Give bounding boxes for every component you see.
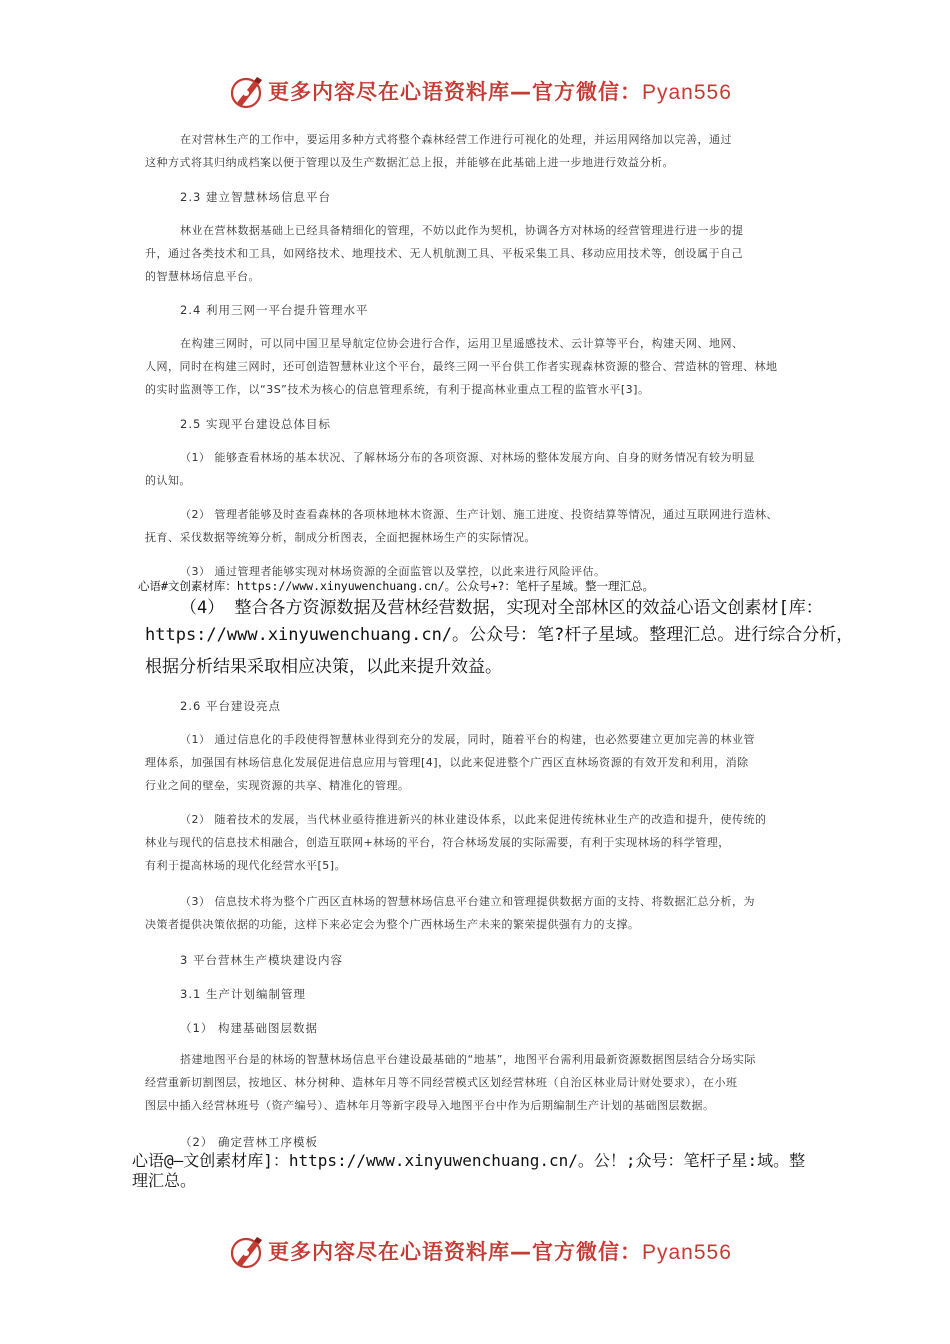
section-heading-3-1: 3.1 生产计划编制管理 [180, 987, 306, 1001]
large-paragraph-line: https://www.xinyuwenchuang.cn/。公众号：笔?杆子星域。整理汇总。进行综合分析， [145, 625, 854, 645]
large-paragraph-line: 根据分析结果采取相应决策，以此来提升效益。 [145, 657, 502, 677]
watermark-line: 心语@—文创素材库]：https://www.xinyuwenchuang.cn/。公！;众号：笔杆子星:域。整 [132, 1151, 806, 1170]
watermark-line: 理汇总。 [132, 1171, 197, 1190]
subsection-heading-3-1-1: （1） 构建基础图层数据 [180, 1021, 318, 1035]
paragraph-line: 这种方式将其归纳成档案以便于管理以及生产数据汇总上报，并能够在此基础上进一步地进行效益分析。 [145, 156, 674, 169]
paragraph-line: 林业在营林数据基础上已经具备精细化的管理，不妨以此作为契机，协调各方对林场的经营管理进行进一步的提 [180, 224, 744, 237]
section-heading-2-5: 2.5 实现平台建设总体目标 [180, 417, 331, 431]
paragraph-line: 理体系，加强国有林场信息化发展促进信息应用与管理[4]，以此来促进整个广西区直林场资源的有效开发和利用，消除 [145, 756, 749, 769]
paragraph-line: 人网，同时在构建三网时，还可创造智慧林业这个平台，最终三网一平台供工作者实现森林资源的整合、营造林的管理、林地 [145, 360, 778, 373]
footer-banner [0, 1232, 950, 1272]
paragraph-line: （1） 能够查看林场的基本状况、了解林场分布的各项资源、对林场的整体发展方向、自身的财务情况有较为明显 [180, 451, 755, 464]
paragraph-line: 搭建地图平台是的林场的智慧林场信息平台建设最基础的“地基”，地图平台需利用最新资源数据图层结合分场实际 [180, 1053, 756, 1066]
paragraph-line: 升，通过各类技术和工具，如网络技术、地理技术、无人机航测工具、平板采集工具、移动应用技术等，创设属于自己 [145, 247, 743, 260]
banner-text: 更多内容尽在心语资料库—官方微信：Pyan556 [268, 80, 732, 104]
paragraph-line: （3） 信息技术将为整个广西区直林场的智慧林场信息平台建立和管理提供数据方面的支持、将数据汇总分析，为 [180, 895, 755, 908]
subsection-heading-3-1-2: （2） 确定营林工序模板 [180, 1135, 318, 1149]
banner-text: 更多内容尽在心语资料库—官方微信：Pyan556 [268, 1240, 732, 1264]
paragraph-line: 林业与现代的信息技术相融合，创造互联网+林场的平台，符合林场发展的实际需要，有利于实现林场的科学管理， [145, 836, 730, 849]
paragraph-line: 的智慧林场信息平台。 [145, 270, 260, 283]
paragraph-line: 经营重新切割图层，按地区、林分树种、造林年月等不同经营模式区划经营林班（自治区林业局计财处要求），在小班 [145, 1076, 738, 1089]
pen-circle-logo-icon [228, 1232, 268, 1272]
section-heading-2-3: 2.3 建立智慧林场信息平台 [180, 190, 331, 204]
paragraph-line: （3） 通过管理者能够实现对林场资源的全面监管以及掌控，以此来进行风险评估。 [180, 565, 606, 578]
header-banner [0, 72, 950, 112]
pen-circle-logo-icon [228, 72, 268, 112]
paragraph-line: （2） 管理者能够及时查看森林的各项林地林木资源、生产计划、施工进度、投资结算等情况，通过互联网进行造林、 [180, 508, 778, 521]
paragraph-line: 决策者提供决策依据的功能，这样下来必定会为整个广西林场生产未来的繁荣提供强有力的支撑。 [145, 918, 640, 931]
paragraph-line: 图层中插入经营林班号（资产编号）、造林年月等新字段导入地图平台中作为后期编制生产计划的基础图层数据。 [145, 1099, 715, 1112]
paragraph-line: （2） 随着技术的发展，当代林业亟待推进新兴的林业建设体系，以此来促进传统林业生产的改造和提升，使传统的 [180, 813, 767, 826]
section-heading-2-6: 2.6 平台建设亮点 [180, 699, 281, 713]
paragraph-line: 的实时监测等工作，以“3S”技术为核心的信息管理系统，有利于提高林业重点工程的监管水平[3]。 [145, 383, 650, 396]
section-heading-3: 3 平台营林生产模块建设内容 [180, 953, 343, 967]
paragraph-line: 的认知。 [145, 474, 191, 487]
paragraph-line: 有利于提高林场的现代化经营水平[5]。 [145, 859, 347, 872]
paragraph-line: 行业之间的壁垒，实现资源的共享、精准化的管理。 [145, 779, 410, 792]
large-paragraph-line: （4） 整合各方资源数据及营林经营数据，实现对全部林区的效益心语文创素材[库： [180, 598, 823, 618]
paragraph-line: 抚育、采伐数据等统筹分析，制成分析图表，全面把握林场生产的实际情况。 [145, 531, 536, 544]
watermark-line: 心语#文创素材库：https://www.xinyuwenchuang.cn/。公众号+?：笔杆子星域。整一理汇总。 [138, 579, 654, 593]
paragraph-line: （1） 通过信息化的手段使得智慧林业得到充分的发展，同时，随着平台的构建，也必然要建立更加完善的林业管 [180, 733, 755, 746]
paragraph-line: 在构建三网时，可以同中国卫星导航定位协会进行合作，运用卫星遥感技术、云计算等平台，构建天网、地网、 [180, 337, 744, 350]
paragraph-line: 在对营林生产的工作中，要运用多种方式将整个森林经营工作进行可视化的处理，并运用网络加以完善，通过 [180, 133, 732, 146]
section-heading-2-4: 2.4 利用三网一平台提升管理水平 [180, 303, 369, 317]
